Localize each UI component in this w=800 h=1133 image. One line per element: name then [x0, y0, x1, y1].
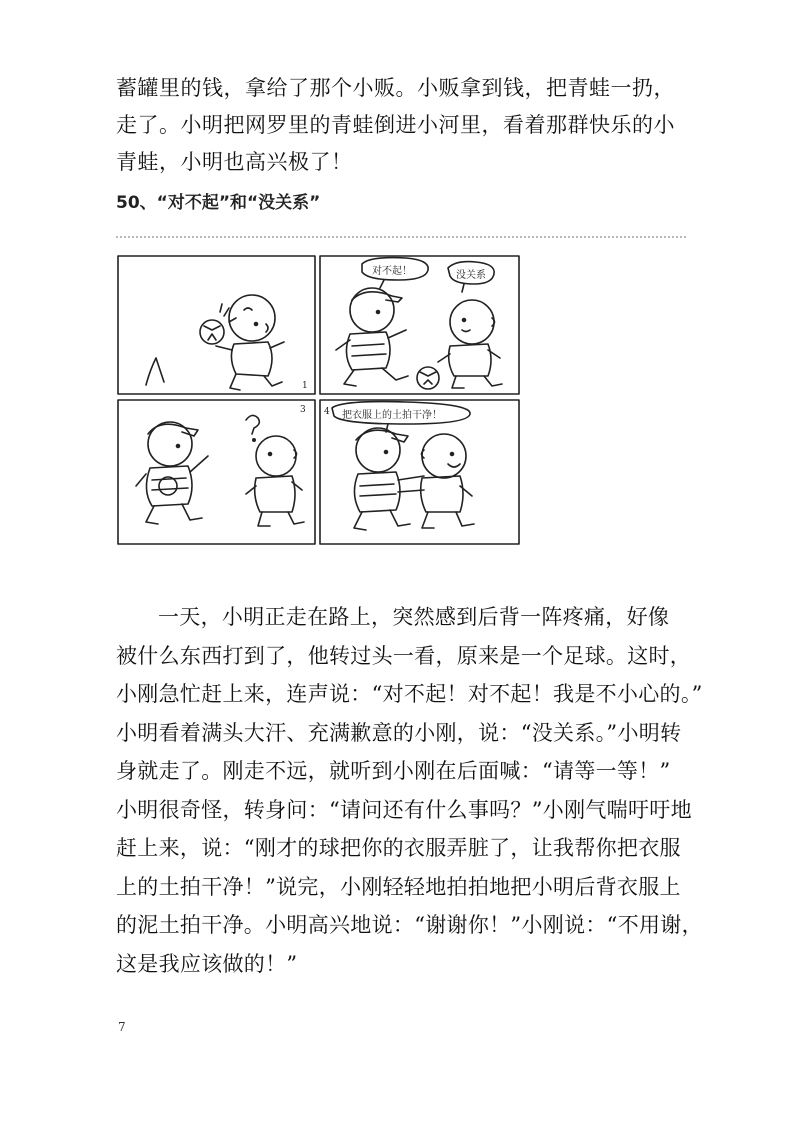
text-line: 的泥土拍干净。小明高兴地说：“谢谢你！”小刚说：“不用谢， [116, 913, 703, 937]
dotted-divider [116, 236, 686, 238]
text-line: 上的土拍干净！”说完，小刚轻轻地拍拍地把小明后背衣服上 [116, 874, 681, 899]
panel-number: 4 [324, 407, 330, 417]
text-line: 这是我应该做的！” [116, 951, 298, 976]
speech-bubble-clean-clothes: 把衣服上的土拍干净！ [342, 410, 442, 421]
text-line: 走了。小明把网罗里的青蛙倒进小河里，看着那群快乐的小 [116, 113, 675, 137]
speech-bubble-no-problem: 没关系 [456, 270, 486, 281]
text-line: 小刚急忙赶上来，连声说：“对不起！对不起！我是不小心的。” [116, 682, 703, 706]
text-line: 身就走了。刚走不远，就听到小刚在后面喊：“请等一等！” [116, 759, 671, 783]
text-line: 蓄罐里的钱，拿给了那个小贩。小贩拿到钱，把青蛙一扔， [116, 76, 675, 100]
comic-strip-illustration [116, 250, 523, 548]
text-line: 一天，小明正走在路上，突然感到后背一阵疼痛，好像 [158, 605, 670, 629]
text-line: 被什么东西打到了，他转过头一看，原来是一个足球。这时， [116, 643, 692, 668]
page-number: 7 [118, 1020, 126, 1034]
text-line: 赶上来，说：“刚才的球把你的衣服弄脏了，让我帮你把衣服 [116, 836, 681, 860]
panel-number: 3 [300, 405, 306, 415]
text-line: 青蛙，小明也高兴极了！ [116, 150, 353, 174]
top-paragraph [116, 70, 696, 181]
section-heading: 50、“对不起”和“没关系” [116, 193, 321, 213]
text-line: 小明看着满头大汗、充满歉意的小刚，说：“没关系。”小明转 [116, 720, 682, 745]
panel-number: 1 [302, 381, 308, 391]
text-line: 小明很奇怪，转身问：“请问还有什么事吗？”小刚气喘吁吁地 [116, 797, 692, 822]
story-paragraph [116, 598, 703, 983]
speech-bubble-sorry: 对不起！ [372, 266, 412, 277]
